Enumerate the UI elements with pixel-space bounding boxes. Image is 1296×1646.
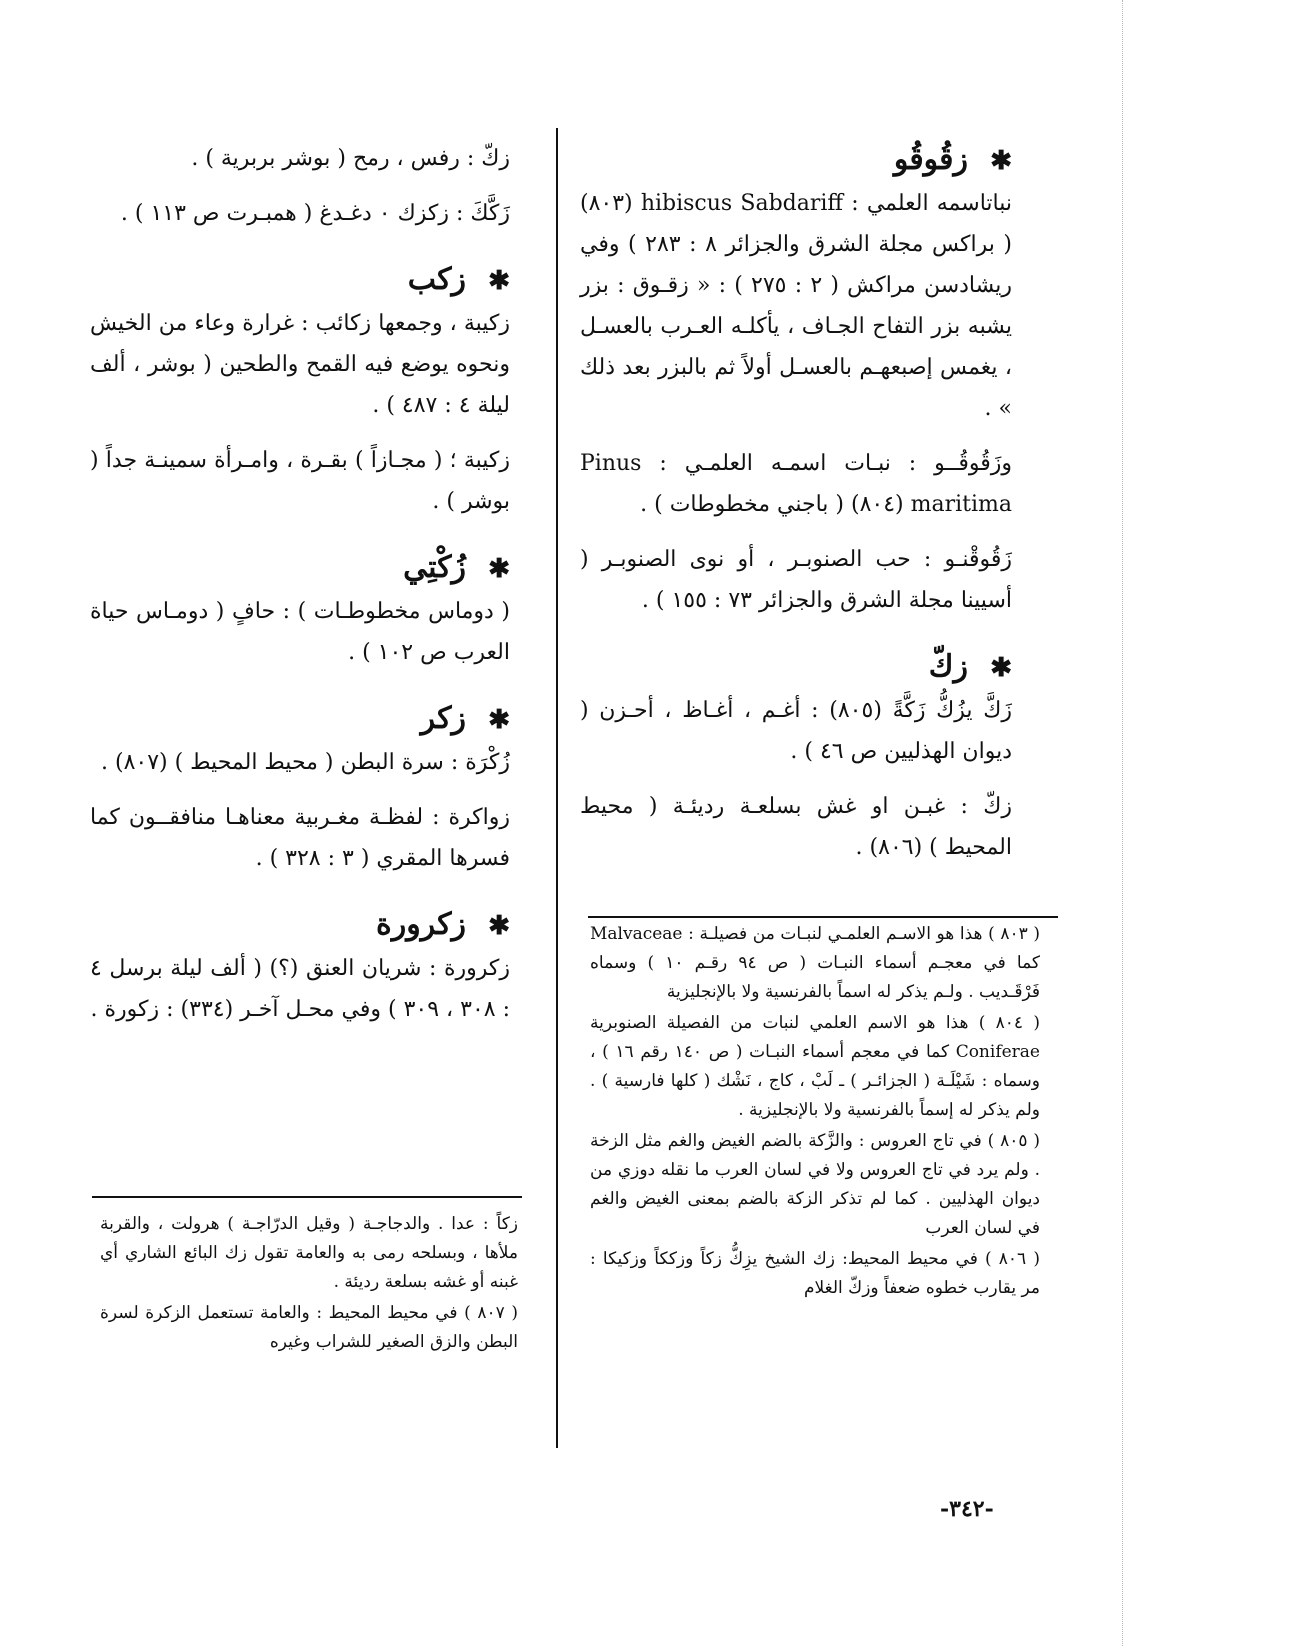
footnotes-left [100,1210,518,1359]
entry-paragraph: نباتاسمه العلمي : hibiscus Sabdariff (٨٠٣) ( براكس مجلة الشرق والجزائر ٨ : ٢٨٣ ) وفي ريشادسن مراكش ( ٢ : ٢٧٥ ) : « زقـوق : بزر يشبه بزر التفاح الجـاف ، يأكلـه العـرب بالعسـل ، يغمس إصبعهـم بالعسـل أولاً ثم بالبزر بعد ذلك » . [580,191,1012,421]
left-column [90,138,510,1054]
asterisk-icon: ✱ [488,554,510,584]
footnote: ( ٨٠٣ ) هذا هو الاسـم العلمـي لنبـات من فصيلـة : Malvaceae كما في معجـم أسماء النبـات ( ص ٩٤ رقـم ١٠ ) وسماه فَرْقَـديب . ولـم يذكر له اسماً بالفرنسية ولا بالإنجليزية [590,924,1040,1002]
entry-headword: ✱زكرورة [90,903,510,948]
asterisk-icon: ✱ [488,266,510,296]
entry-paragraph: زكّ : رفس ، رمح ( بوشر بربرية ) . [191,146,510,171]
footnote: ( ٨٠٦ ) في محيط المحيط: زك الشيخ يزِكُّ زكاً وزككاً وزكيكا : مر يقارب خطوه ضعفاً وزكّ الغلام [590,1249,1040,1298]
footnotes-right [590,920,1040,1305]
asterisk-icon: ✱ [488,705,510,735]
asterisk-icon: ✱ [990,146,1012,176]
footnote: زكاًَ : عدا . والدجاجـة ( وقيل الدرّاجـة ) هرولت ، والقربة ملأها ، وبسلحه رمى به والعامة تقول زك البائع الشاري أي غبنه أو غشه بسلعة رديئة . [100,1214,518,1292]
entry-headword: ✱زكّ [580,645,1012,690]
entry-headword: ✱زكب [90,258,510,303]
entry-paragraph: زكيبة ، وجمعها زكائب : غرارة وعاء من الخيش ونحوه يوضع فيه القمح والطحين ( بوشر ، ألف ليلة ٤ : ٤٨٧ ) . [90,311,510,418]
entry-headword: ✱زُكْتِي [90,546,510,591]
footnote: ( ٨٠٥ ) في تاج العروس : والزَّكة بالضم الغيض والغم مثل الزخة . ولم يرد في تاج العروس ولا في لسان العرب ما نقله دوزي من ديوان الهذليين . كما لم تذكر الزكة بالضم بمعنى الغيض والغم في لسان العرب [590,1131,1040,1238]
entry-headword: ✱زقُوقُو [580,138,1012,183]
footnote-rule-right [588,916,1058,918]
page-number: -٣٤٢- [940,1496,994,1522]
right-column [580,138,1012,892]
entry-paragraph: زكّ : غبـن او غش بسلعـة رديئـة ( محيط المحيط ) (٨٠٦) . [580,794,1012,860]
footnote: ( ٨٠٧ ) في محيط المحيط : والعامة تستعمل الزكرة لسرة البطن والزق الصغير للشراب وغيره [100,1303,519,1352]
scan-margin [1122,0,1125,1646]
entry-paragraph: زُكْرَة : سرة البطن ( محيط المحيط ) (٨٠٧) . [100,750,510,775]
entry-paragraph: وزَقُوقُــو : نبـات اسمـه العلمـي : Pinus maritima (٨٠٤) ( باجني مخطوطات ) . [580,451,1012,517]
footnote: ( ٨٠٤ ) هذا هو الاسم العلمي لنبات من الفصيلة الصنوبرية Coniferae كما في معجم أسماء النبـات ( ص ١٤٠ رقم ١٦ ) ، وسماه : شَيْلَـة ( الجزائـر ) ـ لَبْ ، كاج ، نَشْك ( كلها فارسية ) . ولم يذكر له إسماً بالفرنسية ولا بالإنجليزية . [590,1013,1040,1120]
entry-paragraph: زَكَّ يزُكُّ زَكَّةً (٨٠٥) : أغـم ، أغـاظ ، أحـزن ( ديوان الهذليين ص ٤٦ ) . [580,698,1013,764]
entry-paragraph: زَقُوقْنـو : حب الصنوبـر ، أو نوى الصنوبـر ( أسيينا مجلة الشرق والجزائر ٧٣ : ١٥٥ ) . [580,547,1012,613]
entry-headword: ✱زكر [90,697,510,742]
asterisk-icon: ✱ [990,653,1012,683]
entry-paragraph: زكيبة ؛ ( مجـازاً ) بقـرة ، وامـرأة سمينـة جداً ( بوشر ) . [90,448,510,514]
entry-paragraph: زواكرة : لفظـة مغـربية معناهـا منافقــون كما فسرها المقري ( ٣ : ٣٢٨ ) . [90,805,510,871]
entry-paragraph: ( دوماس مخطوطـات ) : حافٍ ( دومـاس حياة العرب ص ١٠٢ ) . [90,599,510,665]
asterisk-icon: ✱ [488,911,510,941]
column-divider [556,128,558,1448]
footnote-rule-left [92,1196,522,1198]
entry-paragraph: زكرورة : شريان العنق (؟) ( ألف ليلة برسل ٤ : ٣٠٨ ، ٣٠٩ ) وفي محـل آخـر (٣٣٤) : زكورة . [90,956,510,1022]
entry-paragraph: زَكَّكَ : زكزك ٠ دغـدغ ( همبـرت ص ١١٣ ) . [120,201,510,226]
